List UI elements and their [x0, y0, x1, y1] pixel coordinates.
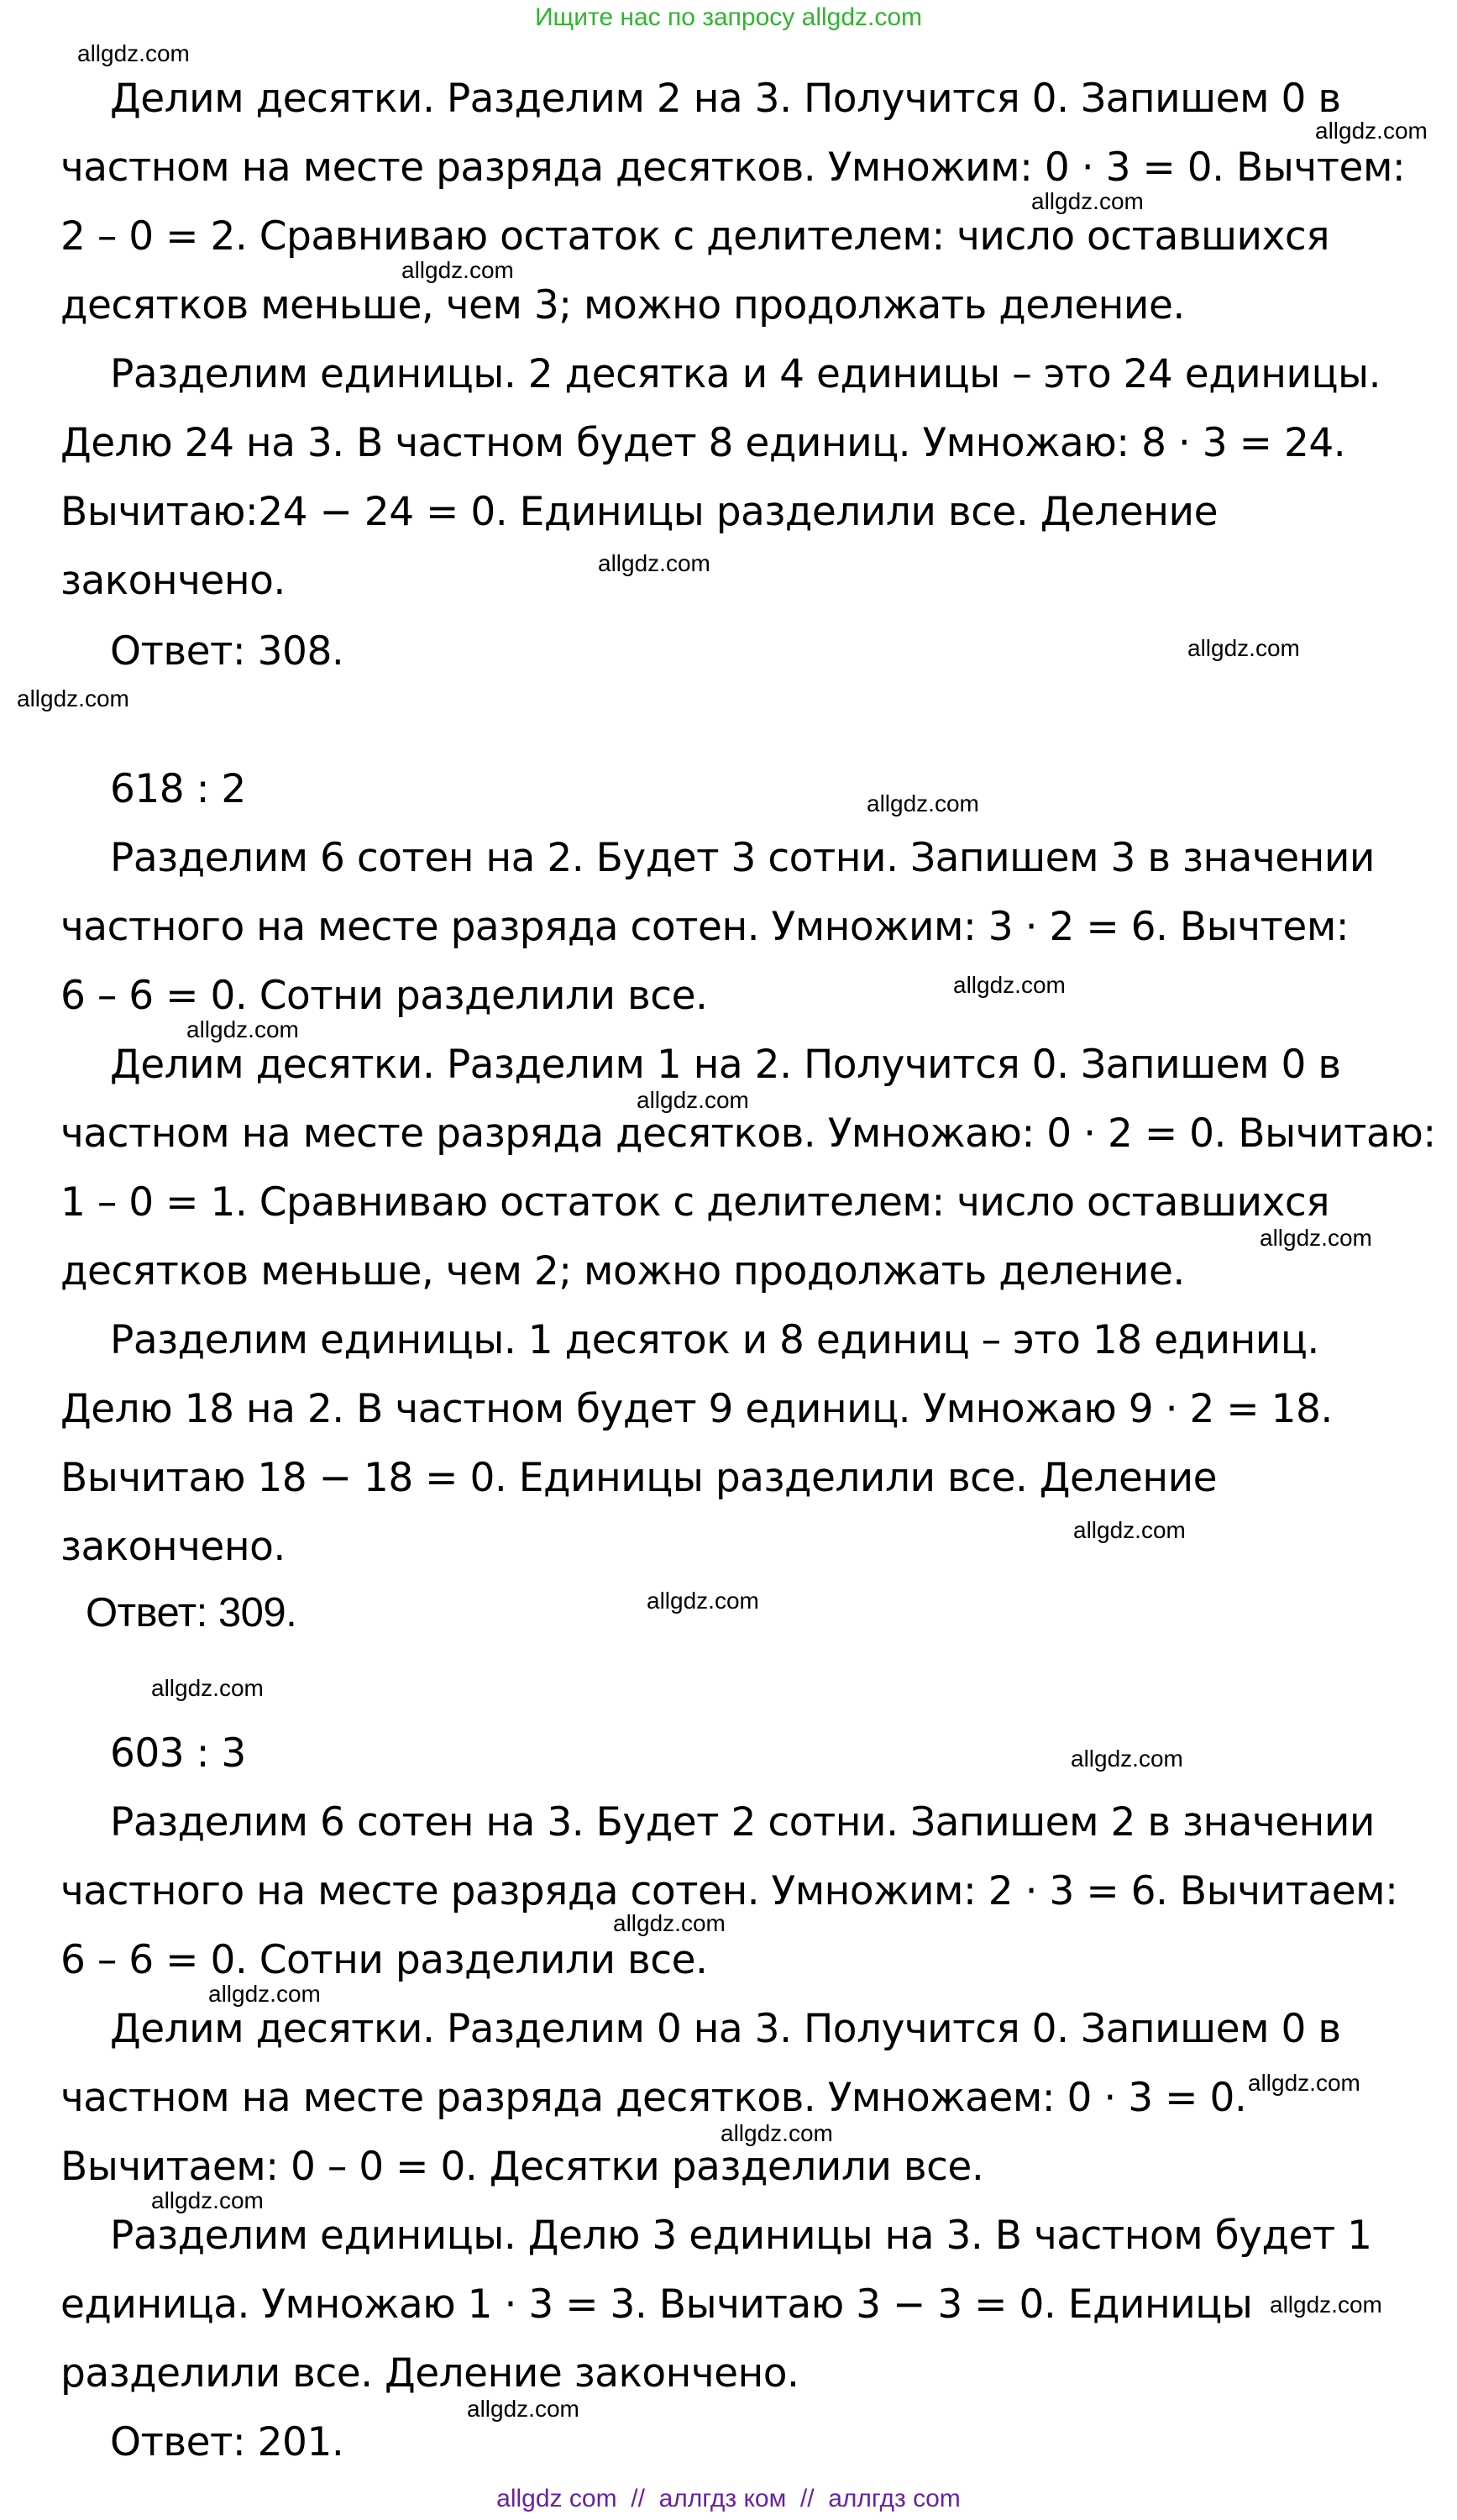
watermark: allgdz.com — [1248, 2070, 1360, 2096]
header-banner[interactable]: Ищите нас по запросу allgdz.com — [534, 3, 923, 31]
watermark: allgdz.com — [208, 1981, 321, 2007]
text-line: Разделим единицы. 2 десятка и 4 единицы – это 24 единицы. — [110, 351, 1381, 397]
text-line: закончено. — [60, 1524, 286, 1570]
watermark: allgdz.com — [637, 1087, 749, 1113]
watermark: allgdz.com — [613, 1910, 726, 1936]
watermark: allgdz.com — [151, 2187, 264, 2213]
watermark: allgdz.com — [721, 2120, 833, 2146]
text-line: частном на месте разряда десятков. Умножаю: 0 · 2 = 0. Вычитаю: — [60, 1110, 1436, 1157]
watermark: allgdz.com — [1187, 635, 1300, 661]
watermark: allgdz.com — [953, 972, 1066, 998]
watermark: allgdz.com — [186, 1016, 299, 1042]
watermark: allgdz.com — [17, 685, 129, 711]
answer-line: Ответ: 201. — [110, 2419, 344, 2465]
text-line: единица. Умножаю 1 · 3 = 3. Вычитаю 3 − 3 = 0. Единицы — [60, 2281, 1253, 2328]
text-line: частного на месте разряда сотен. Умножим: 2 · 3 = 6. Вычитаем: — [60, 1868, 1398, 1914]
text-line: 2 – 0 = 2. Сравниваю остаток с делителем: число оставшихся — [60, 213, 1330, 260]
watermark: allgdz.com — [647, 1588, 759, 1614]
text-line: закончено. — [60, 558, 286, 604]
watermark: allgdz.com — [1260, 1225, 1372, 1251]
text-line: Делим десятки. Разделим 2 на 3. Получится 0. Запишем 0 в — [110, 76, 1341, 122]
answer-line: Ответ: 308. — [110, 628, 344, 675]
text-line: Вычитаем: 0 – 0 = 0. Десятки разделили все. — [60, 2144, 984, 2190]
text-line: Разделим 6 сотен на 3. Будет 2 сотни. Запишем 2 в значении — [110, 1799, 1375, 1845]
watermark: allgdz.com — [401, 257, 514, 283]
text-line: Вычитаю 18 − 18 = 0. Единицы разделили все. Деление — [60, 1455, 1218, 1501]
text-line: Разделим единицы. 1 десяток и 8 единиц – это 18 единиц. — [110, 1317, 1319, 1363]
watermark: allgdz.com — [151, 1675, 264, 1701]
text-line: Разделим единицы. Делю 3 единицы на 3. В частном будет 1 — [110, 2213, 1372, 2259]
watermark: allgdz.com — [467, 2396, 579, 2422]
watermark: allgdz.com — [1270, 2292, 1382, 2318]
text-line: десятков меньше, чем 3; можно продолжать деление. — [60, 282, 1185, 328]
text-line: разделили все. Деление закончено. — [60, 2350, 799, 2397]
text-line: Делю 24 на 3. В частном будет 8 единиц. Умножаю: 8 · 3 = 24. — [60, 420, 1346, 466]
text-line: частном на месте разряда десятков. Умножим: 0 · 3 = 0. Вычтем: — [60, 144, 1406, 191]
text-line: Делим десятки. Разделим 0 на 3. Получится 0. Запишем 0 в — [110, 2006, 1341, 2052]
text-line: частного на месте разряда сотен. Умножим: 3 · 2 = 6. Вычтем: — [60, 904, 1350, 950]
watermark: allgdz.com — [1315, 118, 1428, 144]
text-line: частном на месте разряда десятков. Умножаем: 0 · 3 = 0. — [60, 2075, 1247, 2121]
text-line: Разделим 6 сотен на 2. Будет 3 сотни. Запишем 3 в значении — [110, 835, 1375, 881]
text-line: 6 – 6 = 0. Сотни разделили все. — [60, 1937, 708, 1983]
text-line: Делю 18 на 2. В частном будет 9 единиц. Умножаю 9 · 2 = 18. — [60, 1386, 1333, 1432]
footer-links[interactable]: allgdz com // аллгдз ком // аллгдз com — [496, 2485, 961, 2512]
problem-heading: 603 : 3 — [110, 1730, 246, 1777]
watermark: allgdz.com — [1071, 1746, 1183, 1772]
text-line: Делим десятки. Разделим 1 на 2. Получится 0. Запишем 0 в — [110, 1042, 1341, 1088]
watermark: allgdz.com — [867, 790, 979, 816]
watermark: allgdz.com — [77, 40, 190, 66]
problem-heading: 618 : 2 — [110, 766, 246, 812]
text-line: 1 – 0 = 1. Сравниваю остаток с делителем: число оставшихся — [60, 1179, 1330, 1226]
answer-line: Ответ: 309. — [86, 1590, 297, 1635]
watermark: allgdz.com — [1031, 188, 1144, 214]
watermark: allgdz.com — [598, 550, 710, 576]
text-line: десятков меньше, чем 2; можно продолжать деление. — [60, 1248, 1185, 1294]
watermark: allgdz.com — [1073, 1517, 1186, 1543]
text-line: 6 – 6 = 0. Сотни разделили все. — [60, 973, 708, 1019]
text-line: Вычитаю:24 − 24 = 0. Единицы разделили все. Деление — [60, 489, 1218, 535]
